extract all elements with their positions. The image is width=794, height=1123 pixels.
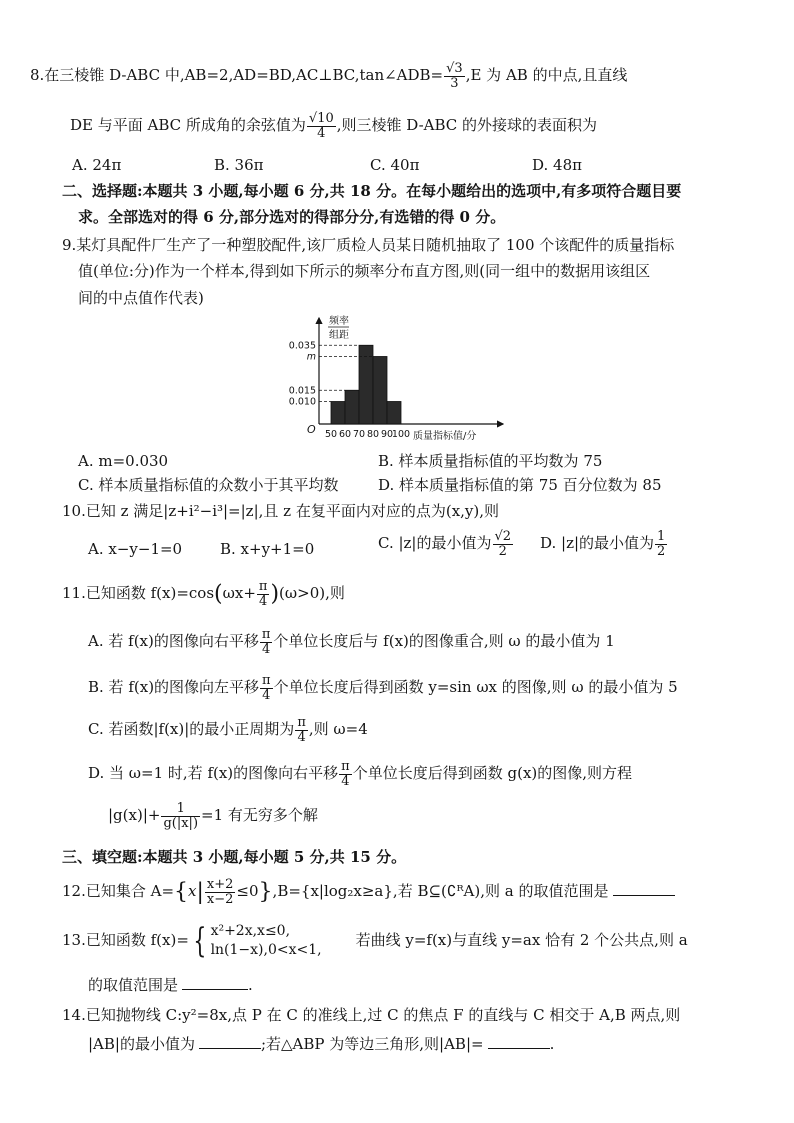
histogram-bar-1 — [331, 402, 345, 425]
q9-option-c: C. 样本质量指标值的众数小于其平均数 — [78, 476, 339, 494]
q9-stem-line1: 9.某灯具配件厂生产了一种塑胶配件,该厂质检人员某日随机抽取了 100 个该配件的质量指标 — [62, 236, 675, 254]
y-tick-label: m — [306, 351, 316, 363]
q9-stem-line3: 间的中点值作代表) — [78, 289, 204, 307]
section3-header: 三、填空题:本题共 3 小题,每小题 5 分,共 15 分。 — [62, 848, 407, 866]
q8-option-a: A. 24π — [72, 156, 122, 174]
q11-option-d-line2: |g(x)|+ $\frac{1}{g(|x|)}$ =1 有无穷多个解 — [108, 801, 318, 831]
section2-header-line2: 求。全部选对的得 6 分,部分选对的得部分分,有选错的得 0 分。 — [78, 208, 506, 226]
histogram-bar-2 — [345, 390, 359, 424]
answer-blank — [613, 881, 675, 896]
x-axis-label: 质量指标值/分 — [413, 431, 477, 442]
section2-header-line1: 二、选择题:本题共 3 小题,每小题 6 分,共 18 分。在每小题给出的选项中,有多项符合题目要 — [62, 182, 682, 200]
q12-stem: 12.已知集合 A={x| $\frac{x+2}{x-2}$ ≤0},B={x|log₂x≥a},若 B⊆(∁ᴿA),则 a 的取值范围是 — [62, 878, 675, 906]
fraction-pi-over-4: $\frac{\pi}{4}$ — [262, 673, 271, 703]
q11-option-b: B. 若 f(x)的图像向左平移 $\frac{\pi}{4}$ 个单位长度后得到函数 y=sin ωx 的图像,则 ω 的最小值为 5 — [88, 673, 678, 703]
histogram-bar-5 — [387, 402, 401, 425]
histogram-bar-3 — [359, 345, 373, 424]
q9-option-a: A. m=0.030 — [78, 452, 169, 470]
q11-option-d: D. 当 ω=1 时,若 f(x)的图像向右平移 $\frac{\pi}{4}$ 个单位长度后得到函数 g(x)的图像,则方程 — [88, 759, 633, 789]
q9-option-d: D. 样本质量指标值的第 75 百分位数为 85 — [378, 476, 662, 494]
q8-stem-line2: DE 与平面 ABC 所成角的余弦值为 $\frac{√10}{4}$ ,则三棱锥 D-ABC 的外接球的表面积为 — [70, 111, 598, 141]
fraction-sqrt10-over-4: $\frac{√10}{4}$ — [308, 111, 334, 141]
q8-option-d: D. 48π — [532, 156, 582, 174]
fraction-1-over-2: $\frac{1}{2}$ — [657, 529, 666, 559]
x-tick-label: 80 — [366, 429, 380, 440]
x-tick-label: 100 — [391, 429, 411, 440]
frequency-histogram — [285, 312, 510, 447]
q8-stem-line1: 8.在三棱锥 D-ABC 中,AB=2,AD=BD,AC⊥BC,tan∠ADB= $\frac{√3}{3}$ ,E 为 AB 的中点,且直线 — [30, 61, 628, 91]
x-tick-label: 50 — [324, 429, 338, 440]
fraction-pi-over-4: $\frac{\pi}{4}$ — [261, 627, 271, 657]
q13-stem-line2: 的取值范围是 . — [88, 976, 253, 994]
answer-blank — [199, 1034, 261, 1049]
q9-option-b: B. 样本质量指标值的平均数为 75 — [378, 452, 603, 470]
fraction-set-a: $\frac{x+2}{x-2}$ — [206, 877, 234, 907]
y-axis-label-bottom: 组距 — [329, 330, 349, 341]
y-axis-label-top: 频率 — [329, 316, 349, 327]
q11-option-a: A. 若 f(x)的图像向右平移 $\frac{\pi}{4}$ 个单位长度后与 f(x)的图像重合,则 ω 的最小值为 1 — [88, 627, 615, 657]
piecewise-cases: x²+2x,x≤0, ln(1−x),0<x<1, — [210, 923, 322, 958]
fraction-sqrt3-over-3: $\frac{√3}{3}$ — [446, 61, 463, 91]
x-tick-label: 60 — [338, 429, 352, 440]
fraction-1-over-g: $\frac{1}{g(|x|)}$ — [163, 801, 199, 831]
fraction-sqrt2-over-2: $\frac{√2}{2}$ — [494, 529, 512, 559]
q8-option-b: B. 36π — [214, 156, 264, 174]
histogram-bar-4 — [373, 357, 387, 425]
fraction-pi-over-4: $\frac{\pi}{4}$ — [297, 715, 306, 745]
fraction-pi-over-4: $\frac{\pi}{4}$ — [341, 759, 350, 789]
q14-stem-line1: 14.已知抛物线 C:y²=8x,点 P 在 C 的准线上,过 C 的焦点 F 的直线与 C 相交于 A,B 两点,则 — [62, 1006, 681, 1024]
q10-option-b: B. x+y+1=0 — [220, 540, 315, 558]
x-tick-label: 70 — [352, 429, 366, 440]
q10-stem: 10.已知 z 满足|z+i²−i³|=|z|,且 z 在复平面内对应的点为(x,y),则 — [62, 502, 500, 520]
answer-blank — [488, 1034, 550, 1049]
y-tick-label: 0.015 — [288, 385, 316, 397]
q9-stem-line2: 值(单位:分)作为一个样本,得到如下所示的频率分布直方图,则(同一组中的数据用该组区 — [78, 262, 651, 280]
answer-blank — [182, 975, 248, 990]
x-tick-label: 90 — [380, 429, 394, 440]
q10-option-a: A. x−y−1=0 — [88, 540, 183, 558]
y-tick-label: 0.035 — [288, 340, 316, 352]
fraction-pi-over-4: $\frac{\pi}{4}$ — [258, 579, 268, 609]
q8-option-c: C. 40π — [370, 156, 420, 174]
q14-stem-line2: |AB|的最小值为 ;若△ABP 为等边三角形,则|AB|= . — [88, 1035, 555, 1053]
origin-label: O — [307, 423, 316, 436]
y-tick-label: 0.010 — [288, 396, 316, 408]
q10-option-d: D. |z|的最小值为 $\frac{1}{2}$ — [540, 529, 666, 559]
q10-option-c: C. |z|的最小值为 $\frac{√2}{2}$ — [378, 529, 512, 559]
q11-stem: 11.已知函数 f(x)=cos(ωx+ $\frac{\pi}{4}$ )(ω>0),则 — [62, 579, 345, 609]
q13-stem: 13.已知函数 f(x)= { x²+2x,x≤0, ln(1−x),0<x<1, 若曲线 y=f(x)与直线 y=ax 恰有 2 个公共点,则 a — [62, 920, 688, 961]
q11-option-c: C. 若函数|f(x)|的最小正周期为 $\frac{\pi}{4}$ ,则 ω=4 — [88, 715, 368, 745]
